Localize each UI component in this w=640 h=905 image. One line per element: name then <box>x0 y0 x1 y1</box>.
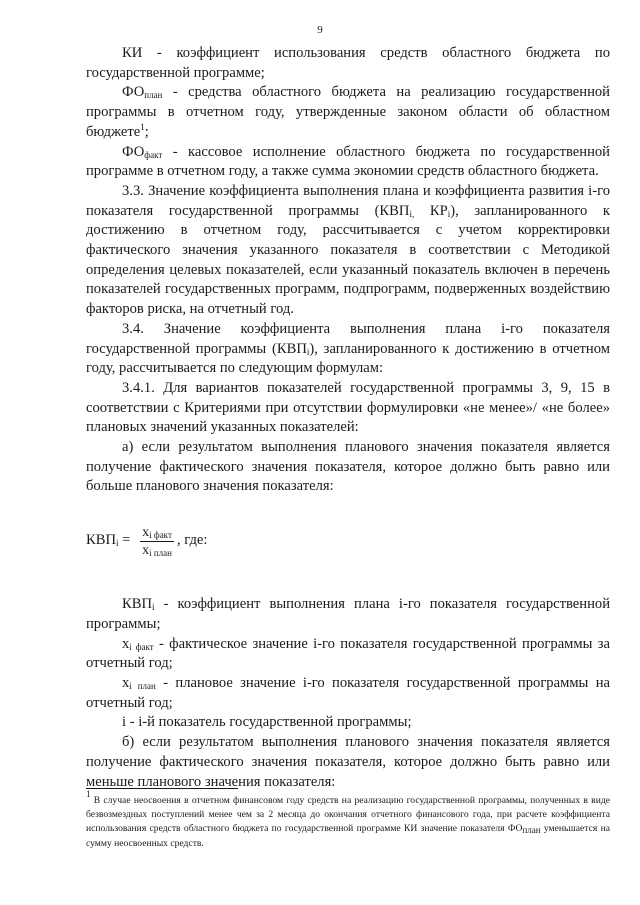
def-fo-fakt: $ФО_{факт}$ - кассовое исполнение областного бюджета по государственной программе в отчетном году, а также сумма экономии средств областного бюджета. <box>86 143 610 180</box>
legend-x-plan: $x_{i план}$ - плановое значение i-го показателя государственной программы на отчетный год; <box>86 674 610 711</box>
formula-tail: , где: <box>176 532 208 549</box>
footnote-divider <box>86 788 238 789</box>
document-body <box>86 44 610 792</box>
formula-fraction <box>140 524 174 559</box>
legend-kvp: $КВП_i$ - коэффициент выполнения плана i-го показателя государственной программы; <box>86 596 610 632</box>
footnote: $^1$ В случае неосвоения в отчетном финансовом году средств на реализацию государственной программы, полученных в виде безвозмездных поступлений менее чем за 2 месяца до окончания отчетного финансового года, при расчете коэффициента использования средств областного бюджета по государственной программе КИ значение показателя $ФО_{план}$ уменьшается на сумму неосвоенных средств. <box>86 789 610 849</box>
paragraph-3-4-1: 3.4.1. Для вариантов показателей государственной программы 3, 9, 15 в соответствии с Критериями при отсутствии формулировки «не менее»/ «не более» плановых значений указанных показателей: <box>86 379 610 436</box>
legend-i: i - i-й показатель государственной программы; <box>122 714 412 731</box>
fraction-denominator: $x_{i план}$ <box>142 542 172 558</box>
formula-equals: = <box>118 532 135 549</box>
formula-kvp <box>86 521 610 561</box>
formula-lhs: $КВП_i$ <box>86 532 119 549</box>
def-fo-plan: $ФО_{план}$ - средства областного бюджета на реализацию государственной программы в отчетном году, утвержденные законом области об областном бюджете$^1$; <box>86 84 610 140</box>
fraction-numerator: $x_{i факт}$ <box>142 524 172 540</box>
paragraph-b: б) если результатом выполнения планового значения показателя является получение фактического значения показателя, которое должно быть равно или меньше планового значения показателя: <box>86 734 610 790</box>
footnote-mark: 1 <box>86 789 91 799</box>
paragraph-3-4: 3.4. Значение коэффициента выполнения плана i-го показателя государственной программы $(КВП_i)$, запланированного к достижению в отчетном году, рассчитывается по следующим формулам: <box>86 320 610 377</box>
paragraph-a: а) если результатом выполнения планового значения показателя является получение фактического значения показателя, которое должно быть равно или больше планового значения показателя: <box>86 439 610 495</box>
legend-x-fakt: $x_{i факт}$ - фактическое значение i-го показателя государственной программы за отчетный год; <box>86 635 610 672</box>
footnote-ref: 1 <box>140 121 145 132</box>
page-number: 9 <box>317 24 323 36</box>
paragraph-3-3: 3.3. Значение коэффициента выполнения плана и коэффициента развития i-го показателя государственной программы ($КВП_{i,}$ $КР_i$), запланированного к достижению в отчетном году, рассчитывается с учетом корректировки фактического значения указанного показателя в соответствии с Методикой определения целевых показателей, если указанный показатель включен в перечень показателей государственных программ, подпрограмм, подверженных воздействию факторов риска, на отчетный год. <box>86 182 611 318</box>
def-ki: КИ - коэффициент использования средств областного бюджета по государственной программе; <box>86 45 610 81</box>
